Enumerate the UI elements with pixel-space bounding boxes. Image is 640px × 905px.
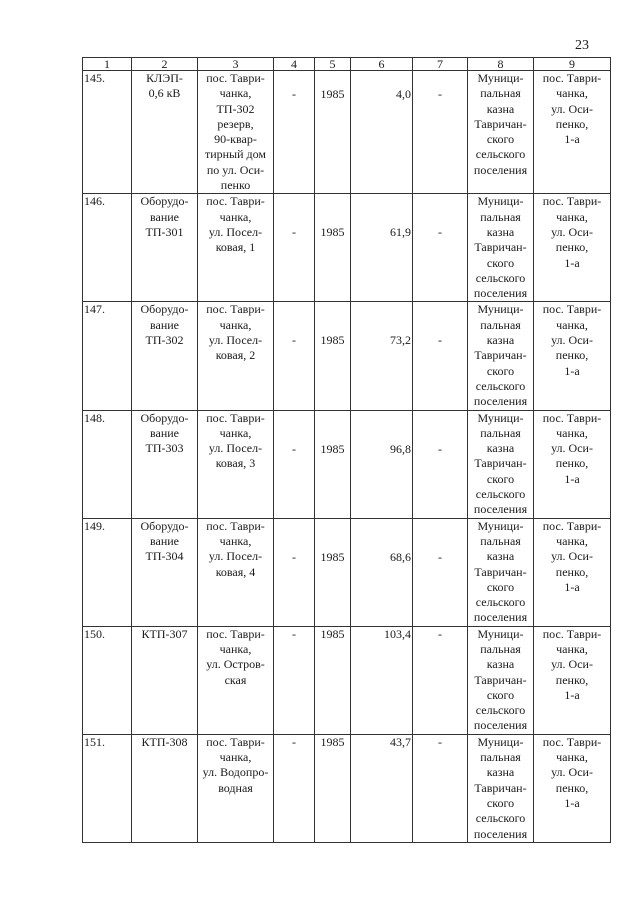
owner-address-text: пос. Таври- чанка, ул. Оси- пенко, 1-а bbox=[542, 410, 602, 486]
cost-value bbox=[351, 302, 413, 410]
row-number-text: 147. bbox=[84, 302, 105, 317]
col-7-value-text: - bbox=[438, 225, 442, 240]
owner-address bbox=[534, 410, 611, 518]
object-name bbox=[132, 194, 198, 302]
col-7-value bbox=[413, 71, 468, 194]
col-7-value-text: - bbox=[438, 333, 442, 348]
year-value bbox=[315, 410, 351, 518]
cost-value bbox=[351, 410, 413, 518]
owner-value-text: Муници- пальная казна Тавричан- ского сельского поселения bbox=[473, 71, 528, 177]
owner-value-text: Муници- пальная казна Тавричан- ского сельского поселения bbox=[473, 518, 528, 625]
object-location bbox=[198, 518, 274, 626]
owner-value bbox=[468, 302, 534, 410]
row-number bbox=[83, 71, 132, 194]
col-4-value bbox=[274, 734, 315, 842]
col-4-value-text: - bbox=[292, 626, 296, 641]
header-cell-7: 7 bbox=[413, 58, 468, 71]
header-cell-6: 6 bbox=[351, 58, 413, 71]
table-row bbox=[83, 71, 611, 194]
owner-address-text: пос. Таври- чанка, ул. Оси- пенко, 1-а bbox=[542, 194, 602, 270]
object-name-text: Оборудо- вание ТП-301 bbox=[140, 194, 189, 239]
row-number-text: 149. bbox=[84, 518, 105, 533]
row-number bbox=[83, 194, 132, 302]
owner-address bbox=[534, 71, 611, 194]
header-cell-5: 5 bbox=[315, 58, 351, 71]
cost-value bbox=[351, 71, 413, 194]
table-row bbox=[83, 194, 611, 302]
year-value-text: 1985 bbox=[320, 333, 345, 348]
col-4-value-text: - bbox=[292, 441, 296, 456]
owner-value bbox=[468, 734, 534, 842]
year-value-text: 1985 bbox=[320, 734, 345, 749]
object-location-text: пос. Таври- чанка, ул. Посел- ковая, 4 bbox=[206, 518, 265, 579]
year-value bbox=[315, 194, 351, 302]
col-4-value-text: - bbox=[292, 549, 296, 564]
owner-address bbox=[534, 302, 611, 410]
table-body bbox=[83, 71, 611, 843]
table-row bbox=[83, 518, 611, 626]
object-name-text: КТП-307 bbox=[141, 626, 188, 641]
owner-address-text: пос. Таври- чанка, ул. Оси- пенко, 1-а bbox=[542, 734, 602, 810]
object-name-text: КТП-308 bbox=[141, 734, 188, 749]
owner-address-text: пос. Таври- чанка, ул. Оси- пенко, 1-а bbox=[542, 302, 602, 378]
header-cell-1: 1 bbox=[83, 58, 132, 71]
col-4-value bbox=[274, 71, 315, 194]
object-location bbox=[198, 734, 274, 842]
owner-value bbox=[468, 71, 534, 194]
object-name-text: Оборудо- вание ТП-302 bbox=[140, 302, 189, 348]
owner-address-text: пос. Таври- чанка, ул. Оси- пенко, 1-а bbox=[542, 626, 602, 702]
year-value bbox=[315, 302, 351, 410]
col-4-value bbox=[274, 410, 315, 518]
object-location-text: пос. Таври- чанка, ул. Посел- ковая, 1 bbox=[206, 194, 265, 255]
row-number bbox=[83, 734, 132, 842]
owner-value bbox=[468, 194, 534, 302]
object-name bbox=[132, 518, 198, 626]
col-7-value bbox=[413, 410, 468, 518]
owner-address-text: пос. Таври- чанка, ул. Оси- пенко, 1-а bbox=[542, 71, 602, 147]
year-value-text: 1985 bbox=[320, 626, 345, 641]
cost-value-text: 4,0 bbox=[396, 87, 411, 101]
cost-value bbox=[351, 194, 413, 302]
object-location-text: пос. Таври- чанка, ул. Посел- ковая, 3 bbox=[206, 410, 265, 471]
header-cell-3: 3 bbox=[198, 58, 274, 71]
table-row bbox=[83, 734, 611, 842]
owner-address-text: пос. Таври- чанка, ул. Оси- пенко, 1-а bbox=[542, 518, 602, 594]
owner-value-text: Муници- пальная казна Тавричан- ского сельского поселения bbox=[473, 626, 528, 733]
row-number-text: 145. bbox=[84, 71, 105, 85]
object-location-text: пос. Таври- чанка, ТП-302 резерв, 90-квар- тирный дом по ул. Оси- пенко bbox=[204, 71, 267, 193]
cost-value-text: 43,7 bbox=[390, 734, 411, 749]
year-value bbox=[315, 626, 351, 734]
row-number bbox=[83, 410, 132, 518]
owner-address bbox=[534, 626, 611, 734]
row-number-text: 150. bbox=[84, 626, 105, 641]
table-row bbox=[83, 410, 611, 518]
year-value bbox=[315, 71, 351, 194]
row-number bbox=[83, 518, 132, 626]
year-value-text: 1985 bbox=[320, 549, 345, 564]
col-7-value-text: - bbox=[438, 626, 442, 641]
row-number bbox=[83, 302, 132, 410]
owner-address bbox=[534, 734, 611, 842]
cost-value-text: 68,6 bbox=[390, 549, 411, 564]
header-cell-8: 8 bbox=[468, 58, 534, 71]
col-7-value-text: - bbox=[438, 734, 442, 749]
object-name bbox=[132, 734, 198, 842]
table-row bbox=[83, 626, 611, 734]
col-7-value bbox=[413, 302, 468, 410]
owner-value-text: Муници- пальная казна Тавричан- ского сельского поселения bbox=[473, 734, 528, 841]
row-number bbox=[83, 626, 132, 734]
cost-value-text: 103,4 bbox=[384, 626, 411, 641]
cost-value-text: 73,2 bbox=[390, 333, 411, 348]
year-value bbox=[315, 518, 351, 626]
object-location-text: пос. Таври- чанка, ул. Остров- ская bbox=[206, 626, 265, 687]
object-location bbox=[198, 71, 274, 194]
object-location bbox=[198, 194, 274, 302]
year-value bbox=[315, 734, 351, 842]
object-location-text: пос. Таври- чанка, ул. Водопро- водная bbox=[202, 734, 269, 795]
object-name bbox=[132, 626, 198, 734]
owner-value-text: Муници- пальная казна Тавричан- ского сельского поселения bbox=[473, 194, 528, 301]
owner-value bbox=[468, 410, 534, 518]
col-4-value-text: - bbox=[292, 333, 296, 348]
header-cell-9: 9 bbox=[534, 58, 611, 71]
owner-address bbox=[534, 518, 611, 626]
col-4-value-text: - bbox=[292, 734, 296, 749]
col-4-value-text: - bbox=[292, 225, 296, 240]
object-location-text: пос. Таври- чанка, ул. Посел- ковая, 2 bbox=[206, 302, 265, 363]
row-number-text: 148. bbox=[84, 410, 105, 425]
header-row bbox=[83, 58, 611, 71]
table-row bbox=[83, 302, 611, 410]
owner-value-text: Муници- пальная казна Тавричан- ского сельского поселения bbox=[473, 302, 528, 409]
col-4-value-text: - bbox=[292, 87, 296, 101]
object-name-text: КЛЭП- 0,6 кВ bbox=[146, 71, 183, 101]
col-7-value-text: - bbox=[438, 441, 442, 456]
col-7-value bbox=[413, 518, 468, 626]
year-value-text: 1985 bbox=[320, 87, 345, 101]
object-name bbox=[132, 71, 198, 194]
object-location bbox=[198, 626, 274, 734]
header-cell-4: 4 bbox=[274, 58, 315, 71]
object-name bbox=[132, 410, 198, 518]
cost-value-text: 96,8 bbox=[390, 441, 411, 456]
page-number: 23 bbox=[575, 38, 589, 53]
object-name-text: Оборудо- вание ТП-303 bbox=[140, 410, 189, 456]
col-7-value bbox=[413, 626, 468, 734]
object-name bbox=[132, 302, 198, 410]
col-4-value bbox=[274, 194, 315, 302]
col-4-value bbox=[274, 302, 315, 410]
object-location bbox=[198, 302, 274, 410]
property-registry-table bbox=[82, 57, 611, 843]
year-value-text: 1985 bbox=[320, 441, 345, 456]
col-4-value bbox=[274, 626, 315, 734]
cost-value bbox=[351, 626, 413, 734]
col-7-value bbox=[413, 194, 468, 302]
col-7-value bbox=[413, 734, 468, 842]
owner-value-text: Муници- пальная казна Тавричан- ского сельского поселения bbox=[473, 410, 528, 517]
col-7-value-text: - bbox=[438, 87, 442, 101]
cost-value-text: 61,9 bbox=[390, 225, 411, 240]
col-7-value-text: - bbox=[438, 549, 442, 564]
row-number-text: 151. bbox=[84, 734, 105, 749]
owner-value bbox=[468, 518, 534, 626]
owner-address bbox=[534, 194, 611, 302]
header-cell-2: 2 bbox=[132, 58, 198, 71]
cost-value bbox=[351, 518, 413, 626]
owner-value bbox=[468, 626, 534, 734]
year-value-text: 1985 bbox=[320, 225, 345, 240]
row-number-text: 146. bbox=[84, 194, 105, 209]
cost-value bbox=[351, 734, 413, 842]
col-4-value bbox=[274, 518, 315, 626]
object-name-text: Оборудо- вание ТП-304 bbox=[140, 518, 189, 564]
object-location bbox=[198, 410, 274, 518]
